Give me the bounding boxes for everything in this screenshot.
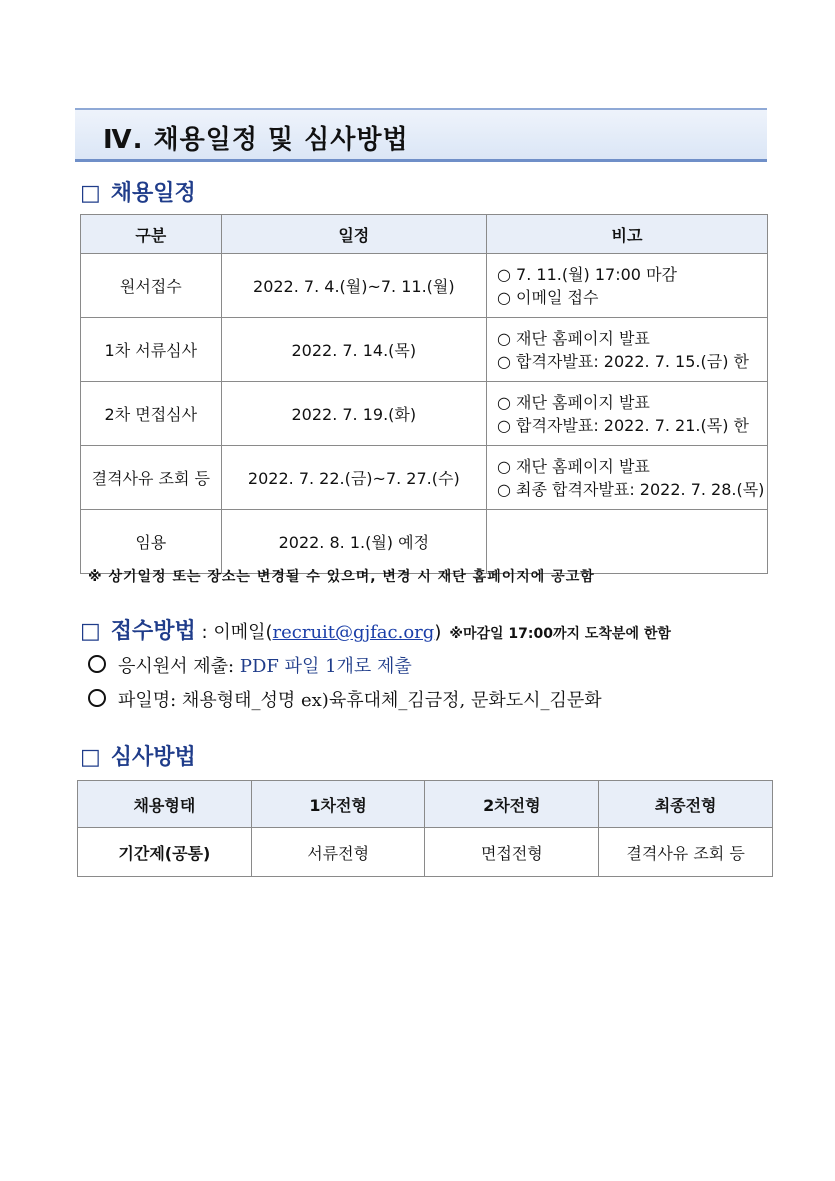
column-header: 구분 xyxy=(81,215,222,254)
column-header: 비고 xyxy=(487,215,768,254)
bullet-value: PDF 파일 1개로 제출 xyxy=(239,656,412,677)
row-date: 2022. 7. 4.(월)~7. 11.(월) xyxy=(221,254,486,318)
schedule-table xyxy=(80,214,768,574)
schedule-heading xyxy=(80,176,196,207)
reception-close: ) xyxy=(434,622,442,643)
bullet-item xyxy=(88,652,412,678)
schedule-title: 채용일정 xyxy=(110,181,196,206)
exam-type: 기간제(공통) xyxy=(78,828,252,877)
note-line: ○ 합격자발표: 2022. 7. 21.(목) 한 xyxy=(497,415,749,435)
column-header: 최종전형 xyxy=(599,781,773,828)
column-header: 1차전형 xyxy=(251,781,425,828)
row-notes xyxy=(487,318,768,382)
row-category: 원서접수 xyxy=(81,254,222,318)
note-line: ○ 재단 홈페이지 발표 xyxy=(497,328,650,348)
exam-stage-final: 결격사유 조회 등 xyxy=(599,828,773,877)
row-date: 2022. 7. 22.(금)~7. 27.(수) xyxy=(221,446,486,510)
reception-sep: : 이메일( xyxy=(195,622,273,643)
note-line: ○ 최종 합격자발표: 2022. 7. 28.(목) xyxy=(497,479,765,499)
table-row xyxy=(81,382,768,446)
bullet-label: 파일명: 채용형태_성명 ex)육휴대체_김금정, 문화도시_김문화 xyxy=(118,690,602,711)
checkbox-square-icon: □ xyxy=(80,181,101,206)
row-notes xyxy=(487,254,768,318)
table-row xyxy=(81,446,768,510)
exam-heading xyxy=(80,740,196,771)
table-row xyxy=(81,510,768,574)
row-category: 임용 xyxy=(81,510,222,574)
schedule-caution: ※ 상기일정 또는 장소는 변경될 수 있으며, 변경 시 재단 홈페이지에 공고함 xyxy=(88,569,595,585)
exam-title: 심사방법 xyxy=(110,745,196,770)
section-header xyxy=(75,108,767,162)
note-line: ○ 합격자발표: 2022. 7. 15.(금) 한 xyxy=(497,351,749,371)
row-notes xyxy=(487,446,768,510)
table-header-row xyxy=(81,215,768,254)
note-line: ○ 이메일 접수 xyxy=(497,287,599,307)
row-category: 1차 서류심사 xyxy=(81,318,222,382)
deadline-note: ※마감일 17:00까지 도착분에 한함 xyxy=(449,626,671,642)
bullet-item xyxy=(88,686,602,712)
row-category: 2차 면접심사 xyxy=(81,382,222,446)
table-row xyxy=(81,254,768,318)
note-line: ○ 재단 홈페이지 발표 xyxy=(497,392,650,412)
reception-title: 접수방법 xyxy=(110,619,196,644)
circle-bullet-icon xyxy=(88,689,106,707)
column-header: 2차전형 xyxy=(425,781,599,828)
checkbox-square-icon: □ xyxy=(80,745,101,770)
section-title: Ⅳ. 채용일정 및 심사방법 xyxy=(103,125,409,155)
table-row xyxy=(78,828,773,877)
note-line: ○ 재단 홈페이지 발표 xyxy=(497,456,650,476)
row-date: 2022. 8. 1.(월) 예정 xyxy=(221,510,486,574)
circle-bullet-icon xyxy=(88,655,106,673)
bullet-label: 응시원서 제출: xyxy=(118,656,240,677)
row-category: 결격사유 조회 등 xyxy=(81,446,222,510)
checkbox-square-icon: □ xyxy=(80,619,101,644)
row-notes xyxy=(487,510,768,574)
row-date: 2022. 7. 19.(화) xyxy=(221,382,486,446)
row-notes xyxy=(487,382,768,446)
table-header-row xyxy=(78,781,773,828)
reception-line xyxy=(80,614,671,645)
column-header: 일정 xyxy=(221,215,486,254)
exam-table xyxy=(77,780,773,877)
note-line: ○ 7. 11.(월) 17:00 마감 xyxy=(497,264,677,284)
email-link[interactable]: recruit@gjfac.org xyxy=(272,622,435,643)
row-date: 2022. 7. 14.(목) xyxy=(221,318,486,382)
table-row xyxy=(81,318,768,382)
column-header: 채용형태 xyxy=(78,781,252,828)
exam-stage-1: 서류전형 xyxy=(251,828,425,877)
exam-stage-2: 면접전형 xyxy=(425,828,599,877)
